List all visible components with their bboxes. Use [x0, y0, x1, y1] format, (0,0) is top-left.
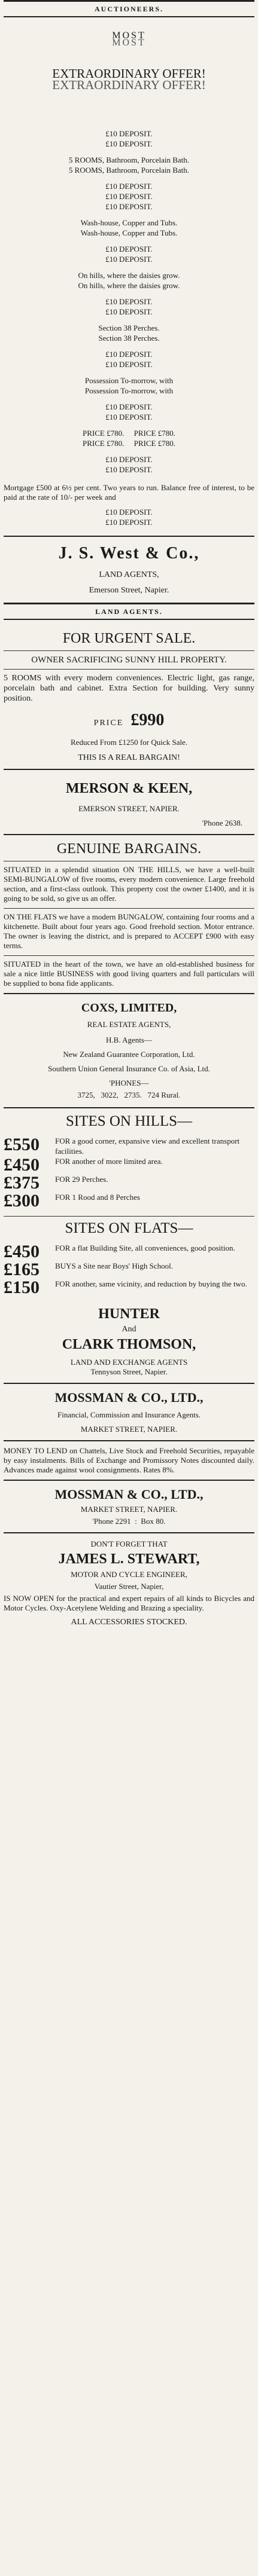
hills-price-2: £450	[4, 1155, 40, 1175]
deposit-12: £10 DEPOSIT.	[105, 402, 153, 411]
stewart-foot: ALL ACCESSORIES STOCKED.	[71, 1618, 187, 1627]
hunter-name-1: HUNTER	[98, 1306, 160, 1322]
land-agents-header: LAND AGENTS.	[4, 603, 254, 620]
hunter-name-2: CLARK THOMSON,	[62, 1337, 196, 1352]
price-value: £990	[130, 711, 165, 729]
classified-page	[4, 0, 254, 1627]
deposit-9: £10 DEPOSIT.	[105, 307, 153, 316]
coxs-type: REAL ESTATE AGENTS,	[87, 1020, 171, 1029]
west-firm-name: J. S. West & Co.,	[58, 544, 200, 563]
money-to-lend-text: MONEY TO LEND on Chattels, Live Stock and Freehold Securities, repayable by easy instalments. Bills of Exchange and Promissory Notes discounted daily. Advances made against wool consignments. Rates 8%.	[4, 1446, 254, 1474]
hills-title: SITES ON HILLS—	[65, 1113, 193, 1129]
deposit-11: £10 DEPOSIT.	[105, 360, 153, 369]
hills-row-1	[4, 1136, 254, 1156]
offer-line: EXTRAORDINARY OFFER!	[52, 66, 206, 81]
mossman2-name: MOSSMAN & CO., LTD.,	[54, 1487, 204, 1502]
stewart-body: IS NOW OPEN for the practical and expert repairs of all kinds to Bicycles and Motor Cycles. Oxy-Acetylene Welding and Brazing a speciality.	[4, 1594, 254, 1612]
flats-text-1: FOR a flat Building Site, all conveniences, good position.	[55, 1243, 235, 1252]
hills-row-3	[4, 1174, 254, 1192]
mossman-name: MOSSMAN & CO., LTD.,	[54, 1390, 204, 1405]
hills-row-4	[4, 1192, 254, 1210]
coxs-phones: 3725, 3022, 2735. 724 Rural.	[77, 1090, 181, 1099]
flats-price-1: £450	[4, 1242, 40, 1261]
offer-line-ghost: EXTRAORDINARY OFFER!	[52, 78, 206, 92]
flats-price-3: £150	[4, 1278, 40, 1297]
mossman2-phone: 'Phone 2291 : Box 80.	[92, 1517, 166, 1526]
deposit-3: £10 DEPOSIT.	[105, 182, 153, 191]
coxs-nz: New Zealand Guarantee Corporation, Ltd.	[63, 1050, 195, 1059]
most-line: MOST	[112, 30, 146, 41]
coxs-su: Southern Union General Insurance Co. of Asia, Ltd.	[48, 1064, 210, 1073]
hills-line: On hills, where the daisies grow.	[78, 271, 180, 280]
flats-row-3	[4, 1279, 254, 1297]
flats-title: SITES ON FLATS—	[65, 1220, 193, 1236]
hills-price-4: £300	[4, 1191, 40, 1211]
possession-line-ghost: Possession To-morrow, with	[84, 386, 174, 395]
section-line: Section 38 Perches.	[98, 323, 160, 332]
stewart-name: JAMES L. STEWART,	[58, 1551, 200, 1567]
genuine-para-3: SITUATED in the heart of the town, we have an old-established business for sale a nice little BUSINESS with good living quarters and full particulars will be supplied to bona fide applicants.	[4, 959, 254, 988]
stewart-type: MOTOR AND CYCLE ENGINEER,	[71, 1570, 187, 1579]
hunter-address: Tennyson Street, Napier.	[90, 1367, 168, 1376]
mossman-type: Financial, Commission and Insurance Agents.	[57, 1410, 201, 1419]
deposit-14: £10 DEPOSIT.	[105, 455, 153, 464]
deposit-4: £10 DEPOSIT.	[105, 192, 153, 201]
deposit-1: £10 DEPOSIT.	[105, 129, 153, 138]
merson-phone: 'Phone 2638.	[202, 818, 242, 827]
hills-row-2	[4, 1156, 254, 1174]
deposit-17: £10 DEPOSIT.	[105, 518, 153, 527]
hills-text-1: FOR a good corner, expansive view and excellent transport facilities.	[55, 1136, 240, 1156]
price-line: PRICE £780. PRICE £780.	[83, 429, 175, 438]
coxs-name: COXS, LIMITED,	[81, 1001, 177, 1014]
urgent-sub: OWNER SACRIFICING SUNNY HILL PROPERTY.	[31, 655, 227, 665]
reduced-text: Reduced From £1250 for Quick Sale.	[71, 738, 187, 747]
hills-line-ghost: On hills, where the daisies grow.	[78, 281, 180, 290]
genuine-title: GENUINE BARGAINS.	[56, 841, 202, 857]
mortgage-text: Mortgage £500 at 6½ per cent. Two years to run. Balance free of interest, to be paid at the rate of 10/- per week and	[4, 483, 254, 502]
hills-price-1: £550	[4, 1135, 40, 1154]
coxs-phones-label: 'PHONES—	[109, 1078, 149, 1087]
wash-line-ghost: Wash-house, Copper and Tubs.	[80, 228, 178, 237]
merson-name: MERSON & KEEN,	[65, 781, 193, 796]
genuine-para-2: ON THE FLATS we have a modern BUNGALOW, containing four rooms and a kitchenette. Built about four years ago. Good freehold section. Motor entrance. The owner is leaving the district, and is prepared to ACCEPT £900 with easy terms.	[4, 912, 254, 950]
section-line-ghost: Section 38 Perches.	[98, 334, 160, 343]
stewart-lead: DON'T FORGET THAT	[90, 1539, 168, 1548]
deposit-7: £10 DEPOSIT.	[105, 255, 153, 264]
deposit-8: £10 DEPOSIT.	[105, 297, 153, 306]
rooms-line: 5 ROOMS, Bathroom, Porcelain Bath.	[68, 155, 190, 164]
mossman-address: MARKET STREET, NAPIER.	[80, 1425, 178, 1434]
flats-row-2	[4, 1261, 254, 1279]
urgent-body: 5 ROOMS with every modern conveniences. Electric light, gas range, porcelain bath and cabinet. Extra Section for building. Very sunny position.	[4, 674, 254, 703]
west-firm-type: LAND AGENTS,	[99, 570, 159, 579]
hunter-and: And	[122, 1325, 136, 1334]
deposit-16: £10 DEPOSIT.	[105, 508, 153, 517]
possession-line: Possession To-morrow, with	[84, 376, 174, 385]
mossman2-address: MARKET STREET, NAPIER.	[80, 1505, 178, 1514]
auctioneers-header: AUCTIONEERS.	[4, 0, 254, 17]
stewart-address: Vautier Street, Napier,	[94, 1582, 164, 1591]
coxs-hb: H.B. Agents—	[106, 1035, 152, 1044]
west-firm-address: Emerson Street, Napier.	[89, 586, 169, 595]
bargain-text: THIS IS A REAL BARGAIN!	[78, 753, 180, 762]
hills-text-3: FOR 29 Perches.	[55, 1175, 108, 1184]
hunter-type: LAND AND EXCHANGE AGENTS	[70, 1358, 188, 1367]
rooms-line-ghost: 5 ROOMS, Bathroom, Porcelain Bath.	[68, 166, 190, 175]
genuine-para-1: SITUATED in a splendid situation ON THE HILLS, we have a well-built SEMI-BUNGALOW of five rooms, every modern convenience. Large freehold section, and a first-class outlook. This property cost the owner £1400, and it is going to be sold, so give us an offer.	[4, 865, 254, 903]
price-label: PRICE	[93, 719, 124, 728]
deposit-6: £10 DEPOSIT.	[105, 245, 153, 253]
deposit-2: £10 DEPOSIT.	[105, 139, 153, 148]
most-line-ghost: MOST	[112, 38, 146, 48]
hills-text-4: FOR 1 Rood and 8 Perches	[55, 1193, 140, 1202]
hills-text-2: FOR another of more limited area.	[55, 1157, 163, 1166]
flats-row-1	[4, 1243, 254, 1261]
deposit-10: £10 DEPOSIT.	[105, 350, 153, 359]
price-line-ghost: PRICE £780. PRICE £780.	[83, 439, 175, 448]
deposit-5: £10 DEPOSIT.	[105, 202, 153, 211]
merson-address: EMERSON STREET, NAPIER.	[78, 804, 180, 813]
urgent-title: FOR URGENT SALE.	[62, 631, 196, 646]
flats-text-2: BUYS a Site near Boys' High School.	[55, 1261, 173, 1270]
flats-price-2: £165	[4, 1260, 40, 1279]
deposit-13: £10 DEPOSIT.	[105, 412, 153, 421]
wash-line: Wash-house, Copper and Tubs.	[80, 218, 178, 227]
hills-price-3: £375	[4, 1173, 40, 1193]
flats-text-3: FOR another, same vicinity, and reduction by buying the two.	[55, 1279, 247, 1288]
deposit-15: £10 DEPOSIT.	[105, 465, 153, 474]
